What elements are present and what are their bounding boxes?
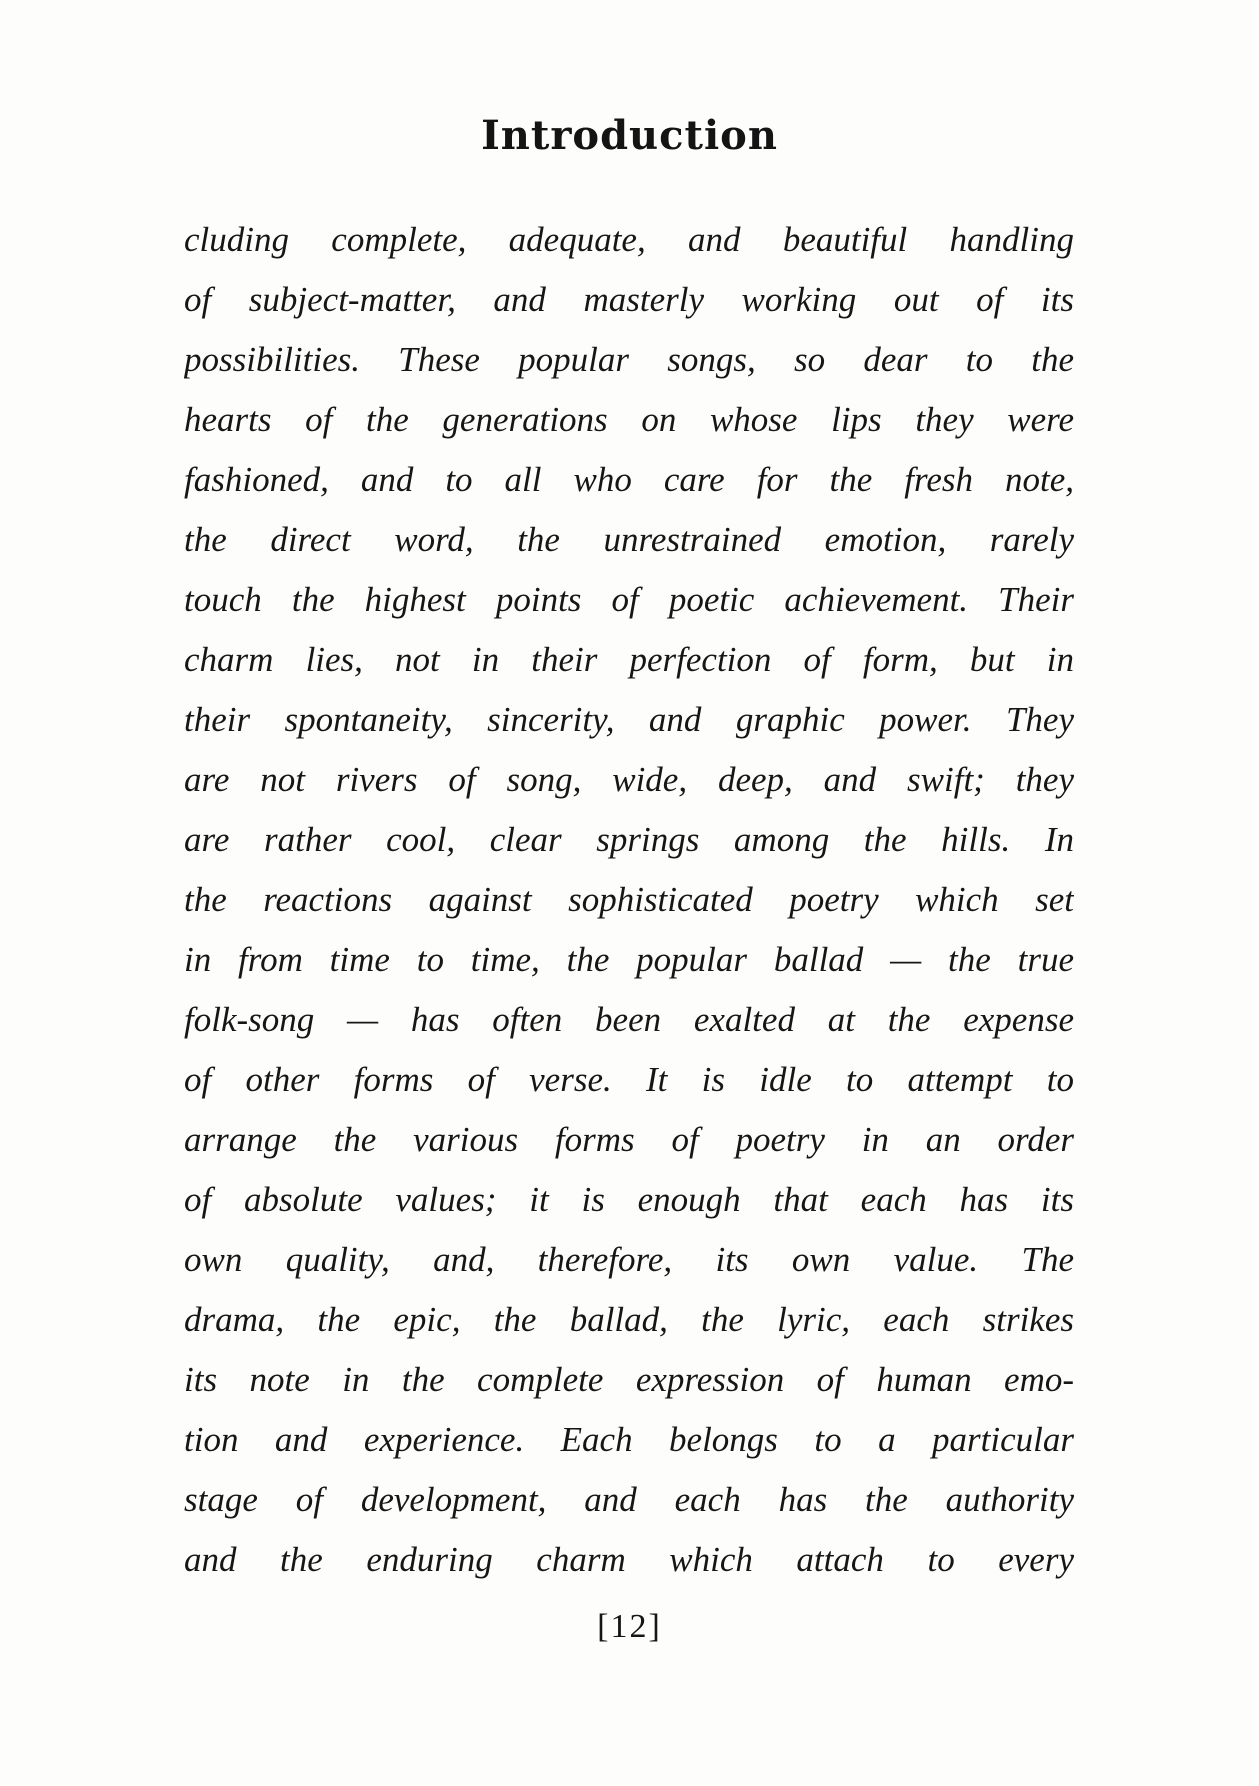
text-line: of absolute values; it is enough that each has its [184,1180,1074,1219]
text-line: touch the highest points of poetic achievement. Their [184,580,1074,619]
text-line: are rather cool, clear springs among the hills. In [184,820,1074,859]
text-line: in from time to time, the popular ballad — the true [184,940,1074,979]
text-line: cluding complete, adequate, and beautiful handling [184,220,1074,259]
running-head: Introduction [481,112,778,159]
text-line: and the enduring charm which attach to every [184,1540,1074,1579]
text-line: own quality, and, therefore, its own value. The [184,1240,1074,1279]
text-line: stage of development, and each has the authority [184,1480,1074,1519]
text-line: possibilities. These popular songs, so dear to the [184,340,1074,379]
text-line: drama, the epic, the ballad, the lyric, each strikes [184,1300,1074,1339]
page-number: [12] [597,1608,662,1645]
text-line: the direct word, the unrestrained emotion, rarely [184,520,1074,559]
text-line: fashioned, and to all who care for the fresh note, [184,460,1074,499]
text-line: tion and experience. Each belongs to a particular [184,1420,1074,1459]
text-line: charm lies, not in their perfection of form, but in [184,640,1074,679]
text-line: of subject-matter, and masterly working out of its [184,280,1074,319]
text-line: its note in the complete expression of human emo- [184,1360,1074,1399]
text-line: are not rivers of song, wide, deep, and swift; they [184,760,1074,799]
text-line: the reactions against sophisticated poetry which set [184,880,1074,919]
text-line: of other forms of verse. It is idle to attempt to [184,1060,1074,1099]
text-line: arrange the various forms of poetry in an order [184,1120,1074,1159]
text-line: folk-song — has often been exalted at the expense [184,1000,1074,1039]
body-text [184,210,1074,1590]
text-line: their spontaneity, sincerity, and graphic power. They [184,700,1074,739]
text-line: hearts of the generations on whose lips they were [184,400,1074,439]
